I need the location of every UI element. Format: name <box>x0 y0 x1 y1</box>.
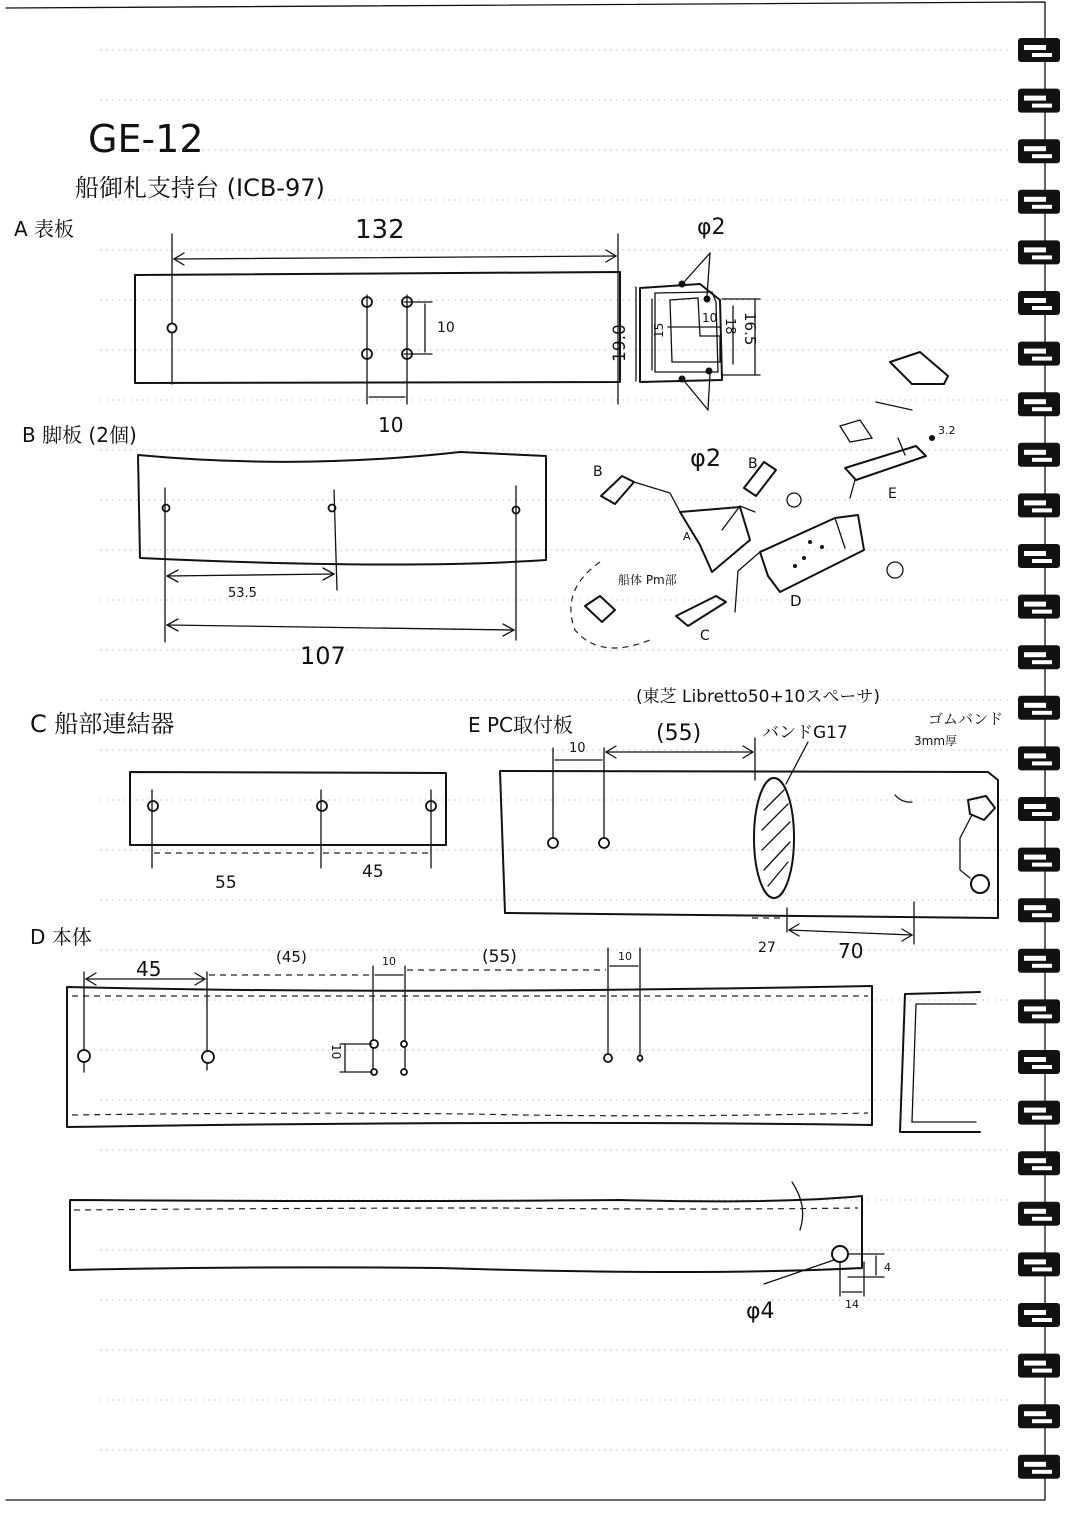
part-a-dim-length: 132 <box>355 215 405 245</box>
spiral-ring <box>1018 240 1060 264</box>
part-a-dim-190: 19.0 <box>610 324 630 362</box>
part-e-dim-55: (55) <box>656 721 702 746</box>
spiral-ring <box>1018 544 1060 568</box>
part-d-dim-10v: 10 <box>329 1044 343 1060</box>
part-d-bottom-view <box>70 1196 862 1272</box>
part-c-dim-55: 55 <box>215 873 237 893</box>
part-b-dim-535: 53.5 <box>228 586 257 601</box>
part-a-dim-10b: 10 <box>702 311 718 325</box>
part-b-label: B 脚板 (2個) <box>22 423 137 447</box>
sketch-label-c: C <box>700 628 710 644</box>
part-e-note-top: (東芝 Libretto50+10スペーサ) <box>636 687 880 707</box>
spiral-ring <box>1018 493 1060 517</box>
part-a-dim-hole-v: 10 <box>437 320 455 336</box>
spiral-ring <box>1018 1101 1060 1125</box>
part-e-drawing <box>468 687 1003 963</box>
part-d-dim-45a: 45 <box>136 957 162 981</box>
spiral-ring <box>1018 139 1060 163</box>
spiral-ring <box>1018 645 1060 669</box>
spiral-ring <box>1018 190 1060 214</box>
spiral-ring <box>1018 89 1060 113</box>
part-a-hole-left <box>168 324 177 333</box>
part-a-label: A 表板 <box>14 217 75 241</box>
part-e-dim-10: 10 <box>569 741 586 756</box>
ruled-lines <box>100 50 1010 1450</box>
part-e-rubber-note: 3mm厚 <box>914 734 958 748</box>
part-d-dim-55: (55) <box>482 947 517 967</box>
sketch-label-b2: B <box>748 456 758 472</box>
sketch-label-d: D <box>790 592 802 610</box>
part-a-dim-phi-top: φ2 <box>697 215 726 240</box>
spiral-ring <box>1018 999 1060 1023</box>
part-c-dim-45: 45 <box>362 862 384 882</box>
sketch-label-a: A <box>683 530 691 543</box>
part-d-drawing <box>30 925 980 1324</box>
spiral-ring <box>1018 595 1060 619</box>
spiral-ring <box>1018 392 1060 416</box>
part-d-dim-phi4: φ4 <box>746 1299 775 1324</box>
part-e-label: E PC取付板 <box>468 713 574 737</box>
spiral-ring <box>1018 1303 1060 1327</box>
part-b-dim-107: 107 <box>300 642 346 670</box>
sketch-joint-note: 船体 Pm部 <box>618 573 677 587</box>
sketch-label-b1: B <box>593 464 603 480</box>
spiral-ring <box>1018 1050 1060 1074</box>
spiral-ring <box>1018 1202 1060 1226</box>
part-e-rubber-label: ゴムバンド <box>928 710 1004 728</box>
part-c-label: C 船部連結器 <box>30 710 175 738</box>
spiral-ring <box>1018 696 1060 720</box>
page-edge <box>6 2 1045 1500</box>
part-d-label: D 本体 <box>30 925 92 949</box>
part-c-outline <box>130 772 446 845</box>
sketch-label-e: E <box>888 486 897 502</box>
spiral-ring <box>1018 949 1060 973</box>
spiral-ring <box>1018 38 1060 62</box>
page-title: GE-12 <box>88 117 204 161</box>
part-a-dim-18: 18 <box>722 318 737 335</box>
spiral-ring <box>1018 342 1060 366</box>
spiral-ring <box>1018 848 1060 872</box>
part-a-length-dim <box>174 256 616 259</box>
spiral-binding <box>1018 38 1060 1479</box>
spiral-ring <box>1018 898 1060 922</box>
spiral-ring <box>1018 443 1060 467</box>
spiral-ring <box>1018 1354 1060 1378</box>
part-d-dim-4: 4 <box>884 1261 891 1274</box>
part-d-dim-10b: 10 <box>618 950 632 963</box>
part-e-outline <box>500 771 998 918</box>
part-e-band-label: バンドG17 <box>762 723 848 743</box>
part-e-dim-27: 27 <box>758 940 776 956</box>
spiral-ring <box>1018 797 1060 821</box>
part-b-drawing <box>22 423 546 670</box>
part-d-dim-45b: (45) <box>276 948 307 966</box>
part-a-outline <box>135 272 620 383</box>
part-a-dim-165: 16.5 <box>741 312 759 346</box>
spiral-ring <box>1018 746 1060 770</box>
part-e-dim-70: 70 <box>838 939 864 963</box>
spiral-ring <box>1018 1252 1060 1276</box>
part-a-dim-hole-h: 10 <box>378 413 404 437</box>
part-c-drawing <box>30 710 446 893</box>
part-b-outline <box>138 452 546 565</box>
sketch-screw-note: 3.2 <box>938 424 956 437</box>
page-subtitle: 船御札支持台 (ICB-97) <box>75 174 325 202</box>
part-a-dim-phi-bottom: φ2 <box>690 444 722 472</box>
part-d-dim-14: 14 <box>845 1298 859 1311</box>
spiral-ring <box>1018 291 1060 315</box>
spiral-ring <box>1018 1151 1060 1175</box>
spiral-ring <box>1018 1455 1060 1479</box>
part-d-dim-10a: 10 <box>382 955 396 968</box>
spiral-ring <box>1018 1404 1060 1428</box>
part-d-outline <box>67 986 872 1127</box>
part-a-dim-15: 15 <box>652 322 666 338</box>
